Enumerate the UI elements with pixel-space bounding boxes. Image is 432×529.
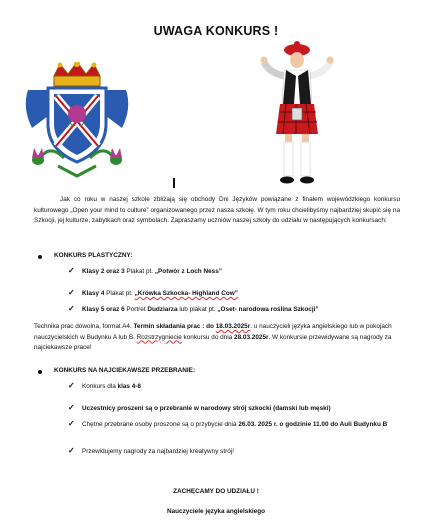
page-title: UWAGA KONKURS ! xyxy=(153,24,279,38)
check-icon: ✓ xyxy=(68,288,75,297)
intro-text: Jak co roku w naszej szkole zbliżają się obchody Dni Języków powiązane z finałem wojewódzkiego konkursu kulturowego „Open your mind to culture” organizowanego przez nasza szkołę. W tym roku chcielibyśmy najbardziej skupić się na Szkocji, jej kulturze, zabytkach oraz symbolach. Zapraszamy uczniów naszej szkoły do udziału w następujących konkursach: xyxy=(34,196,400,224)
check-icon: ✓ xyxy=(68,403,75,412)
section-heading-art: KONKURS PLASTYCZNY: xyxy=(54,252,133,259)
footer-signature: Nauczyciele języka angielskiego xyxy=(166,508,266,515)
check-icon: ✓ xyxy=(68,381,75,390)
check-icon: ✓ xyxy=(68,446,75,455)
check-icon: ✓ xyxy=(68,419,75,428)
check-icon: ✓ xyxy=(68,266,75,275)
section-bullet xyxy=(38,255,42,259)
list-item: Konkurs dla klas 4-8 xyxy=(82,383,141,390)
list-item: Uczestnicy proszeni są o przebranie w narodowy strój szkocki (damski lub męski) xyxy=(82,405,331,412)
list-item: Przewidujemy nagrody za najbardziej kreatywny strój! xyxy=(82,448,235,455)
scotsman-kilt-icon xyxy=(256,40,338,190)
scottish-crest-icon xyxy=(18,62,136,182)
list-item: Chętne przebrane osoby proszone są o przybycie dnia 26.03. 2025 r. o godzinie 11.00 do Auli Budynku B xyxy=(82,421,388,428)
intro-paragraph xyxy=(34,195,400,227)
list-item: Klasy 4 Plakat pt. „Krówka Szkocka- Highland Cow” xyxy=(82,290,238,297)
check-icon: ✓ xyxy=(68,304,75,313)
list-item: Klasy 2 oraz 3 Plakat pt. „Potwór z Loch Ness” xyxy=(82,268,222,275)
list-item: Klasy 5 oraz 6 Portret Dudziarza lub plakat pt. „Oset- narodowa roślina Szkocji” xyxy=(82,306,319,313)
footer-call-to-action: ZACHĘCAMY DO UDZIAŁU ! xyxy=(173,488,259,495)
section-heading-costume: KONKURS NA NAJCIEKAWSZE PRZEBRANIE: xyxy=(54,367,196,374)
section-bullet xyxy=(38,370,42,374)
text-cursor xyxy=(173,178,175,188)
technique-paragraph: Technika prac dowolna, format A4. Termin składania prac : do 18.03.2025r. u nauczycieli języka angielskiego lub w pokojach nauczycielskich w Budynku A lub B. Rozstrzygniecie konkursu do dnia 28.03.2025r. W konkursie przewidywane są nagrody za najciekawsze prace! xyxy=(34,323,392,351)
